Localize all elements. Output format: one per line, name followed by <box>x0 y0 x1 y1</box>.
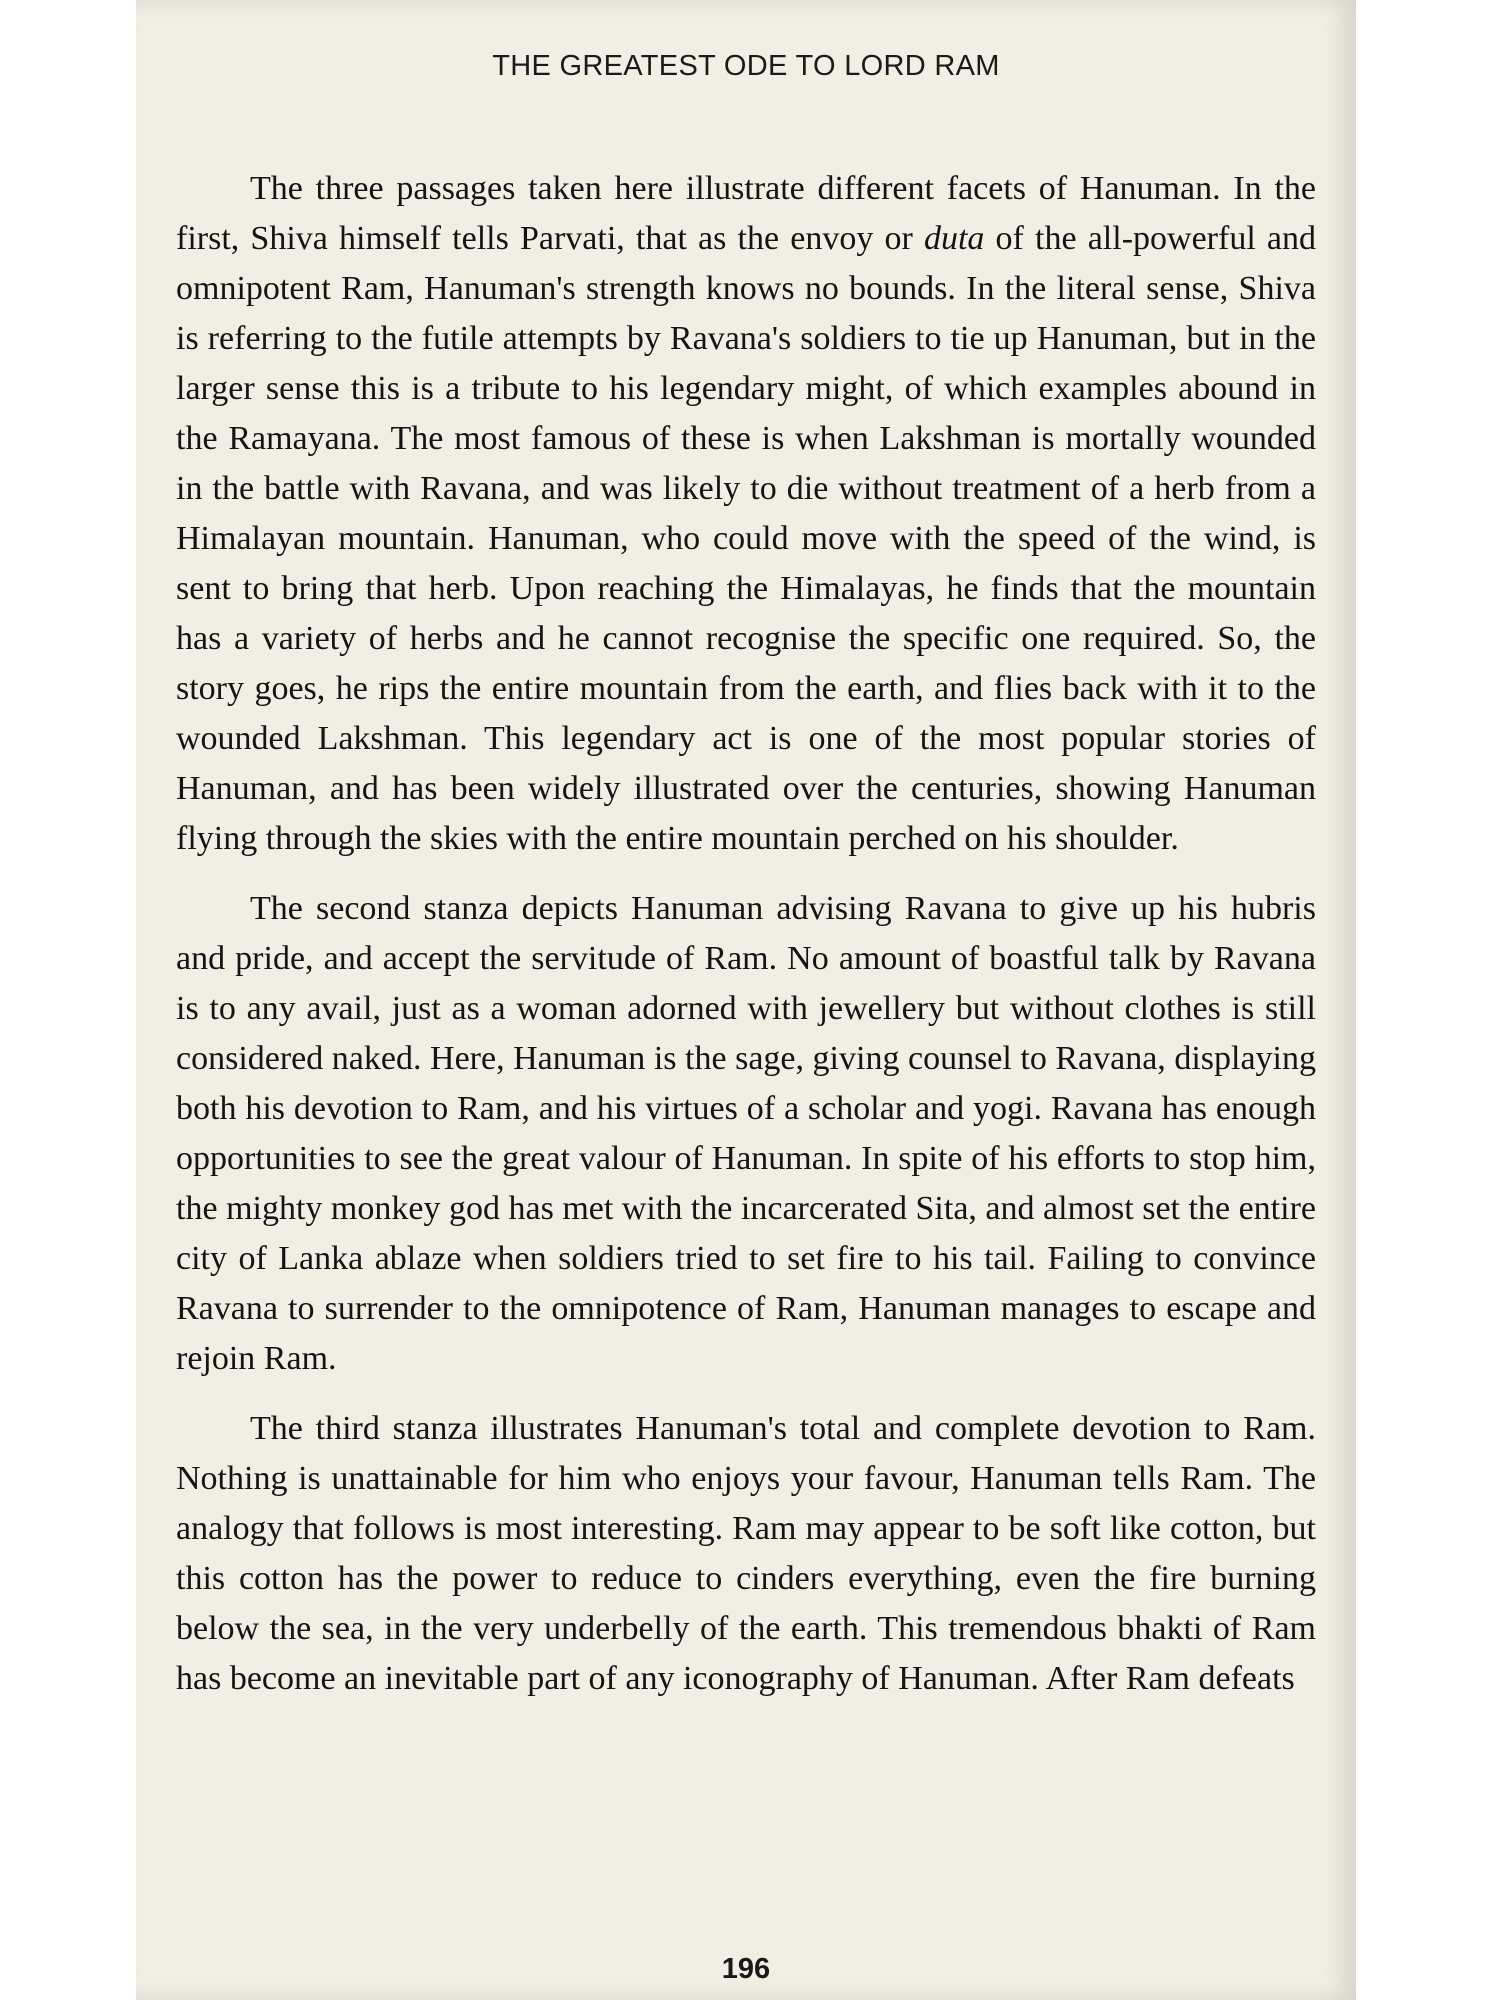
body-text <box>176 164 1316 1704</box>
paragraph-3: The third stanza illustrates Hanuman's total and complete devotion to Ram. Nothing is unattainable for him who enjoys your favour, Hanuman tells Ram. The analogy that follows is most interesting. Ram may appear to be soft like cotton, but this cotton has the power to reduce to cinders everything, even the fire burning below the sea, in the very underbelly of the earth. This tremendous bhakti of Ram has become an inevitable part of any iconography of Hanuman. After Ram defeats <box>176 1410 1316 1697</box>
paragraph-1-emphasis: duta <box>923 220 985 257</box>
paragraph-1-text-start: The three passages taken here illustrate different facets of Hanuman. In the first, Shiva himself tells Parvati, that as the envoy or <box>176 170 1316 257</box>
book-page <box>136 0 1356 2000</box>
paragraph-2: The second stanza depicts Hanuman advising Ravana to give up his hubris and pride, and accept the servitude of Ram. No amount of boastful talk by Ravana is to any avail, just as a woman adorned with jewellery but without clothes is still considered naked. Here, Hanuman is the sage, giving counsel to Ravana, displaying both his devotion to Ram, and his virtues of a scholar and yogi. Ravana has enough opportunities to see the great valour of Hanuman. In spite of his efforts to stop him, the mighty monkey god has met with the incarcerated Sita, and almost set the entire city of Lanka ablaze when soldiers tried to set fire to his tail. Failing to convince Ravana to surrender to the omnipotence of Ram, Hanuman manages to escape and rejoin Ram. <box>176 890 1316 1377</box>
paragraph-1-text-end: of the all-powerful and omnipotent Ram, Hanuman's strength knows no bounds. In the literal sense, Shiva is referring to the futile attempts by Ravana's soldiers to tie up Hanuman, but in the larger sense this is a tribute to his legendary might, of which examples abound in the Ramayana. The most famous of these is when Lakshman is mortally wounded in the battle with Ravana, and was likely to die without treatment of a herb from a Himalayan mountain. Hanuman, who could move with the speed of the wind, is sent to bring that herb. Upon reaching the Himalayas, he finds that the mountain has a variety of herbs and he cannot recognise the specific one required. So, the story goes, he rips the entire mountain from the earth, and flies back with it to the wounded Lakshman. This legendary act is one of the most popular stories of Hanuman, and has been widely illustrated over the centuries, showing Hanuman flying through the skies with the entire mountain perched on his shoulder. <box>176 220 1317 857</box>
running-header: THE GREATEST ODE TO LORD RAM <box>492 50 1000 82</box>
paragraph-1 <box>176 164 1316 864</box>
page-number: 196 <box>721 1953 771 1985</box>
